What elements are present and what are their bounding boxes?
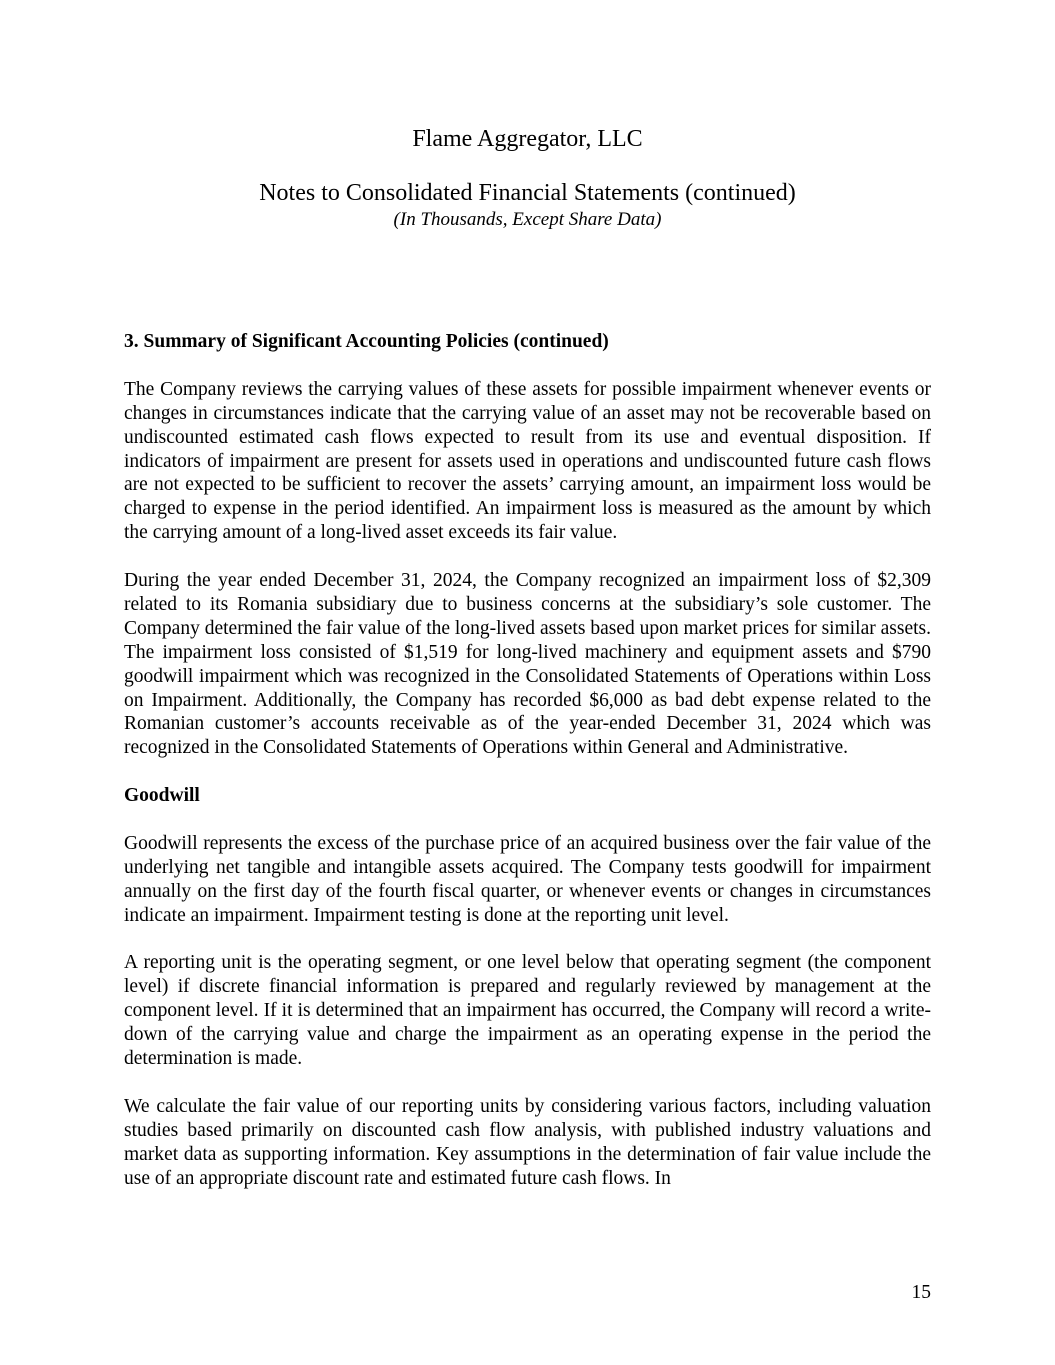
- paragraph-impairment-loss: During the year ended December 31, 2024, the Company recognized an impairment loss of $2,309 related to its Romania subsidiary due to business concerns at the subsidiary’s sole customer. The Company determined the fair value of the long-lived assets based upon market prices for similar assets. The impairment loss consisted of $1,519 for long-lived machinery and equipment assets and $790 goodwill impairment which was recognized in the Consolidated Statements of Operations within Loss on Impairment. Additionally, the Company has recorded $6,000 as bad debt expense related to the Romanian customer’s accounts receivable as of the year-ended December 31, 2024 which was recognized in the Consolidated Statements of Operations within General and Administrative.: [124, 570, 931, 759]
- paragraph-impairment-review: The Company reviews the carrying values of these assets for possible impairment whenever events or changes in circumstances indicate that the carrying value of an asset may not be recoverable based on undiscounted estimated cash flows expected to result from its use and eventual disposition. If indicators of impairment are present for assets used in operations and undiscounted future cash flows are not expected to be sufficient to recover the assets’ carrying amount, an impairment loss would be charged to expense in the period identified. An impairment loss is measured as the amount by which the carrying amount of a long-lived asset exceeds its fair value.: [124, 378, 931, 544]
- paragraph-fair-value: We calculate the fair value of our reporting units by considering various factors, including valuation studies based primarily on discounted cash flow analysis, with published industry valuations and market data as supporting information. Key assumptions in the determination of fair value include the use of an appropriate discount rate and estimated future cash flows. In: [124, 1095, 931, 1189]
- paragraph-goodwill-definition: Goodwill represents the excess of the purchase price of an acquired business over the fair value of the underlying net tangible and intangible assets acquired. The Company tests goodwill for impairment annually on the first day of the fourth fiscal quarter, or whenever events or changes in circumstances indicate an impairment. Impairment testing is done at the reporting unit level.: [124, 832, 931, 926]
- paragraph-reporting-unit: A reporting unit is the operating segment, or one level below that operating segment (the component level) if discrete financial information is prepared and regularly reviewed by management at the component level. If it is determined that an impairment has occurred, the Company will record a write-down of the carrying value and charge the impairment as an operating expense in the period the determination is made.: [124, 952, 931, 1070]
- document-body: [124, 330, 931, 1214]
- page-number: 15: [911, 1282, 931, 1303]
- section-heading: 3. Summary of Significant Accounting Policies (continued): [124, 331, 609, 352]
- goodwill-heading: Goodwill: [124, 785, 200, 807]
- company-name: Flame Aggregator, LLC: [412, 126, 643, 152]
- document-title: Notes to Consolidated Financial Statements (continued): [259, 180, 796, 206]
- document-subtitle: (In Thousands, Except Share Data): [393, 209, 662, 230]
